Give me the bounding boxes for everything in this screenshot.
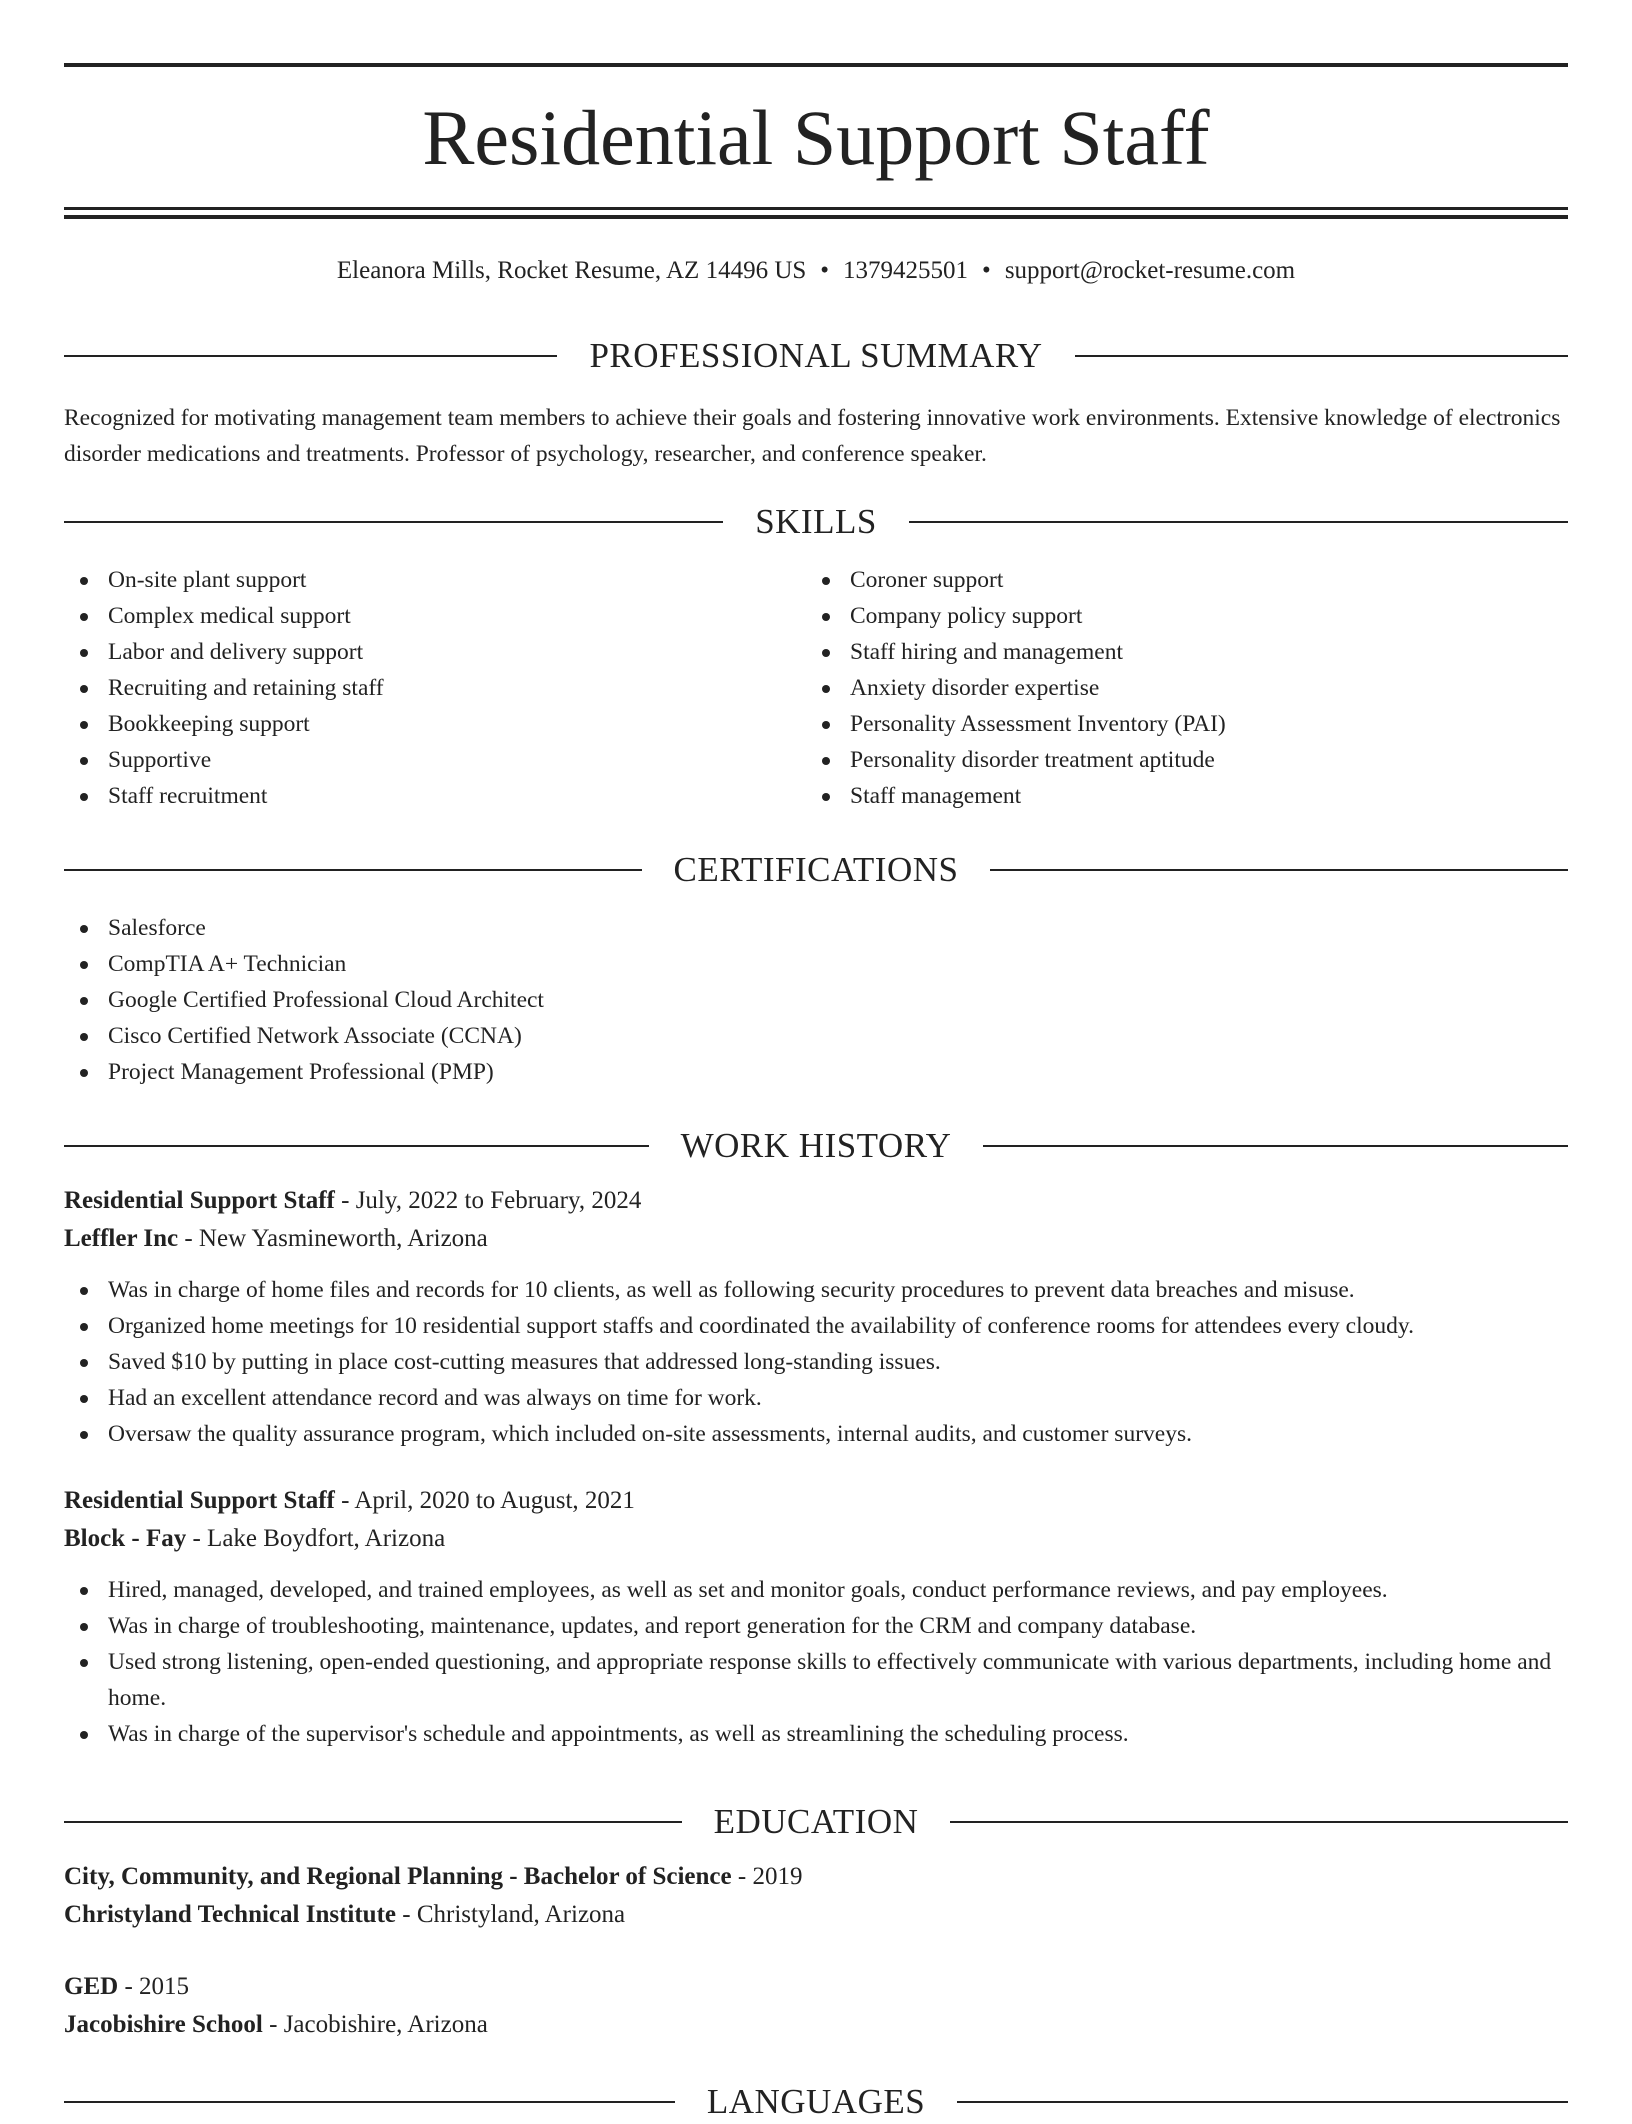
heading-rule-left — [64, 355, 557, 357]
job-title-line — [64, 1482, 1568, 1520]
languages-heading — [64, 2080, 1568, 2124]
certifications-section — [64, 848, 1568, 1090]
header-bottom-rule-2 — [64, 215, 1568, 219]
job-title-line — [64, 1182, 1568, 1220]
skill-item: Staff recruitment — [64, 778, 806, 814]
heading-rule-right — [957, 2101, 1568, 2103]
job-bullet: Organized home meetings for 10 residential support staffs and coordinated the availability of conference rooms for attendees every cloudy. — [64, 1308, 1568, 1344]
certification-item: Project Management Professional (PMP) — [64, 1054, 1568, 1090]
job-company-line — [64, 1220, 1568, 1258]
skill-item: Staff hiring and management — [806, 634, 1548, 670]
education-year: - 2019 — [731, 1863, 803, 1890]
skill-item: Recruiting and retaining staff — [64, 670, 806, 706]
skill-item: Personality disorder treatment aptitude — [806, 742, 1548, 778]
skills-list-right — [806, 562, 1548, 814]
education-entry — [64, 1968, 1568, 2044]
education-heading-label: EDUCATION — [713, 1802, 919, 1841]
education-school: Christyland Technical Institute — [64, 1901, 397, 1928]
certification-item: Salesforce — [64, 910, 1568, 946]
job-title: Residential Support Staff — [64, 1487, 335, 1514]
heading-rule-right — [909, 521, 1568, 523]
skill-item: Coroner support — [806, 562, 1548, 598]
education-section — [64, 1800, 1568, 2044]
contact-email: support@rocket-resume.com — [1004, 257, 1296, 284]
heading-rule-right — [1075, 355, 1568, 357]
skill-item: Bookkeeping support — [64, 706, 806, 742]
skills-heading — [64, 500, 1568, 544]
job-entry — [64, 1182, 1568, 1452]
job-dates: - April, 2020 to August, 2021 — [334, 1487, 635, 1514]
work-history-section — [64, 1124, 1568, 1752]
languages-section — [64, 2080, 1568, 2124]
heading-rule-right — [983, 1145, 1568, 1147]
resume-title: Residential Support Staff — [422, 94, 1210, 181]
skill-item: Staff management — [806, 778, 1548, 814]
job-location: - New Yasmineworth, Arizona — [178, 1225, 488, 1252]
certifications-heading-label: CERTIFICATIONS — [673, 850, 959, 889]
heading-rule-right — [990, 869, 1568, 871]
job-bullets — [64, 1272, 1568, 1452]
job-entry — [64, 1482, 1568, 1752]
skill-item: Anxiety disorder expertise — [806, 670, 1548, 706]
heading-rule-left — [64, 2101, 675, 2103]
job-bullet: Used strong listening, open-ended questioning, and appropriate response skills to effectively communicate with various departments, including home and home. — [64, 1644, 1568, 1716]
skill-item: Personality Assessment Inventory (PAI) — [806, 706, 1548, 742]
education-year: - 2015 — [118, 1973, 190, 2000]
job-bullet: Oversaw the quality assurance program, which included on-site assessments, internal audits, and customer surveys. — [64, 1416, 1568, 1452]
skills-heading-label: SKILLS — [755, 502, 877, 541]
summary-heading-label: PROFESSIONAL SUMMARY — [589, 336, 1043, 375]
job-bullet: Was in charge of home files and records for 10 clients, as well as following security procedures to prevent data breaches and misuse. — [64, 1272, 1568, 1308]
header-top-rule — [64, 63, 1568, 67]
heading-rule-left — [64, 1821, 682, 1823]
job-bullet: Saved $10 by putting in place cost-cutting measures that addressed long-standing issues. — [64, 1344, 1568, 1380]
job-company: Block - Fay — [64, 1525, 187, 1552]
skills-columns — [64, 562, 1568, 814]
education-school-line — [64, 2006, 1568, 2044]
job-title: Residential Support Staff — [64, 1187, 335, 1214]
heading-rule-left — [64, 521, 723, 523]
contact-address: Eleanora Mills, Rocket Resume, AZ 14496 US — [336, 257, 807, 284]
skills-section — [64, 500, 1568, 814]
job-company: Leffler Inc — [64, 1225, 179, 1252]
job-dates: - July, 2022 to February, 2024 — [334, 1187, 642, 1214]
contact-separator: • — [820, 257, 830, 284]
skill-item: On-site plant support — [64, 562, 806, 598]
summary-section — [64, 334, 1568, 472]
contact-phone: 1379425501 — [843, 257, 969, 284]
job-company-line — [64, 1520, 1568, 1558]
education-degree-line — [64, 1968, 1568, 2006]
education-degree: GED — [64, 1973, 119, 2000]
skills-list-left — [64, 562, 806, 814]
job-bullets — [64, 1572, 1568, 1752]
contact-separator: • — [982, 257, 991, 284]
work-history-heading-label: WORK HISTORY — [680, 1126, 952, 1165]
education-heading — [64, 1800, 1568, 1844]
education-degree-line — [64, 1858, 1568, 1896]
certifications-heading — [64, 848, 1568, 892]
contact-line — [64, 254, 1568, 288]
certification-item: Google Certified Professional Cloud Architect — [64, 982, 1568, 1018]
summary-heading — [64, 334, 1568, 378]
certification-item: Cisco Certified Network Associate (CCNA) — [64, 1018, 1568, 1054]
certifications-list — [64, 910, 1568, 1090]
heading-rule-left — [64, 869, 642, 871]
job-location: - Lake Boydfort, Arizona — [186, 1525, 446, 1552]
education-school-line — [64, 1896, 1568, 1934]
certification-item: CompTIA A+ Technician — [64, 946, 1568, 982]
job-bullet: Was in charge of troubleshooting, maintenance, updates, and report generation for the CRM and company database. — [64, 1608, 1568, 1644]
skill-item: Complex medical support — [64, 598, 806, 634]
header-bottom-rule — [64, 207, 1568, 210]
job-bullet: Was in charge of the supervisor's schedule and appointments, as well as streamlining the scheduling process. — [64, 1716, 1568, 1752]
education-entry — [64, 1858, 1568, 1934]
heading-rule-right — [950, 1821, 1568, 1823]
education-location: - Christyland, Arizona — [396, 1901, 626, 1928]
education-degree: City, Community, and Regional Planning - Bachelor of Science — [64, 1863, 732, 1890]
education-location: - Jacobishire, Arizona — [262, 2011, 488, 2038]
job-bullet: Had an excellent attendance record and was always on time for work. — [64, 1380, 1568, 1416]
skill-item: Labor and delivery support — [64, 634, 806, 670]
languages-heading-label: LANGUAGES — [706, 2082, 926, 2121]
education-school: Jacobishire School — [64, 2011, 263, 2038]
summary-text: Recognized for motivating management team members to achieve their goals and fostering innovative work environments. Extensive knowledge of electronics disorder medications and treatments. Professor of psychology, researcher, and conference speaker. — [64, 405, 1561, 467]
skill-item: Supportive — [64, 742, 806, 778]
heading-rule-left — [64, 1145, 649, 1147]
skill-item: Company policy support — [806, 598, 1548, 634]
job-bullet: Hired, managed, developed, and trained employees, as well as set and monitor goals, conduct performance reviews, and pay employees. — [64, 1572, 1568, 1608]
work-history-heading — [64, 1124, 1568, 1168]
